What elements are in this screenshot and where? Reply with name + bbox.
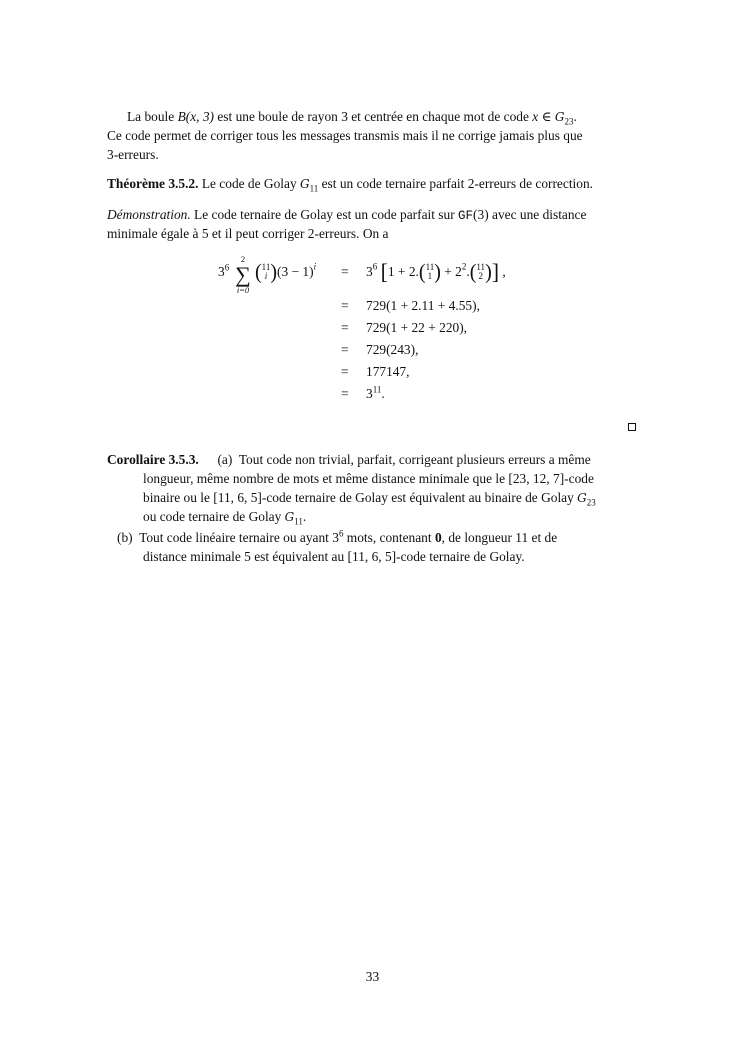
equation-rhs-1: $3^6$ [1 + 2.(11 1 ) + $2^2.(11$ 2 )] ,: [366, 259, 506, 284]
equation-rhs-5: 177147,: [366, 364, 410, 379]
summation-sign: 2 ∑ i=0: [235, 254, 251, 295]
qed-square-icon: [628, 423, 636, 431]
eq-sign-5: =: [341, 364, 349, 379]
intro-line-3: 3-erreurs.: [107, 147, 159, 162]
theorem-label: Théorème 3.5.2.: [107, 176, 199, 191]
binomial-11-2: (11 2 ): [469, 260, 492, 284]
item-a-marker: (a): [217, 452, 233, 467]
proof-paragraph: Démonstration. Le code ternaire de Golay est un code parfait sur GF(3) avec une distance minimale égale à 5 et il peut corriger 2-erreurs. On a: [107, 207, 587, 241]
eq-sign-4: =: [341, 342, 349, 357]
corollary-3-5-3: Corollaire 3.5.3. (a) Tout code non trivial, parfait, corrigeant plusieurs erreurs a même longueur, même nombre de mots et même distance minimale que le [23, 12, 7]-code binaire ou le [11, 6, 5]-code ternaire de Golay est équivalent au binaire de Golay $G_{23}$ ou code ternaire de Golay $G_{11}$. (b) Tout code linéaire ternaire ou ayant $3^6$ mots, contenant 0, de longueur 11 et de distance minimale 5 est équivalent au [11, 6, 5]-code ternaire de Golay.: [107, 452, 596, 564]
equation-rhs-6: $3^{11}$.: [366, 384, 385, 401]
equation-rhs-4: 729(243),: [366, 342, 419, 357]
theorem-3-5-2: Théorème 3.5.2. Le code de Golay $G_{11}$ est un code ternaire parfait 2-erreurs de correction.: [107, 176, 594, 194]
eq-sign-3: =: [341, 320, 349, 335]
eq-sign-2: =: [341, 298, 349, 313]
eq-sign-1: =: [341, 264, 349, 279]
equation-lhs-base: $3^6$: [218, 262, 230, 279]
proof-label: Démonstration.: [107, 207, 191, 222]
binomial-11-i: (11 i ): [255, 260, 278, 284]
intro-line-2: Ce code permet de corriger tous les messages transmis mais il ne corrige jamais plus que: [107, 128, 583, 143]
page-number: 33: [365, 969, 380, 984]
corollary-label: Corollaire 3.5.3.: [107, 452, 199, 467]
equation-lhs-term: (11 i )$(3 - 1)^i$: [255, 260, 317, 284]
equation-rhs-3: 729(1 + 22 + 220),: [366, 320, 468, 335]
binomial-11-1: (11 1 ): [418, 260, 441, 284]
eq-sign-6: =: [341, 386, 349, 401]
equation-rhs-2: 729(1 + 2.11 + 4.55),: [366, 298, 480, 313]
item-b-marker: (b): [117, 530, 133, 545]
intro-line-1: La boule B(x, 3) est une boule de rayon 3 et centrée en chaque mot de code x ∈ $G_{23}$.: [127, 109, 577, 127]
intro-paragraph: [107, 107, 638, 167]
